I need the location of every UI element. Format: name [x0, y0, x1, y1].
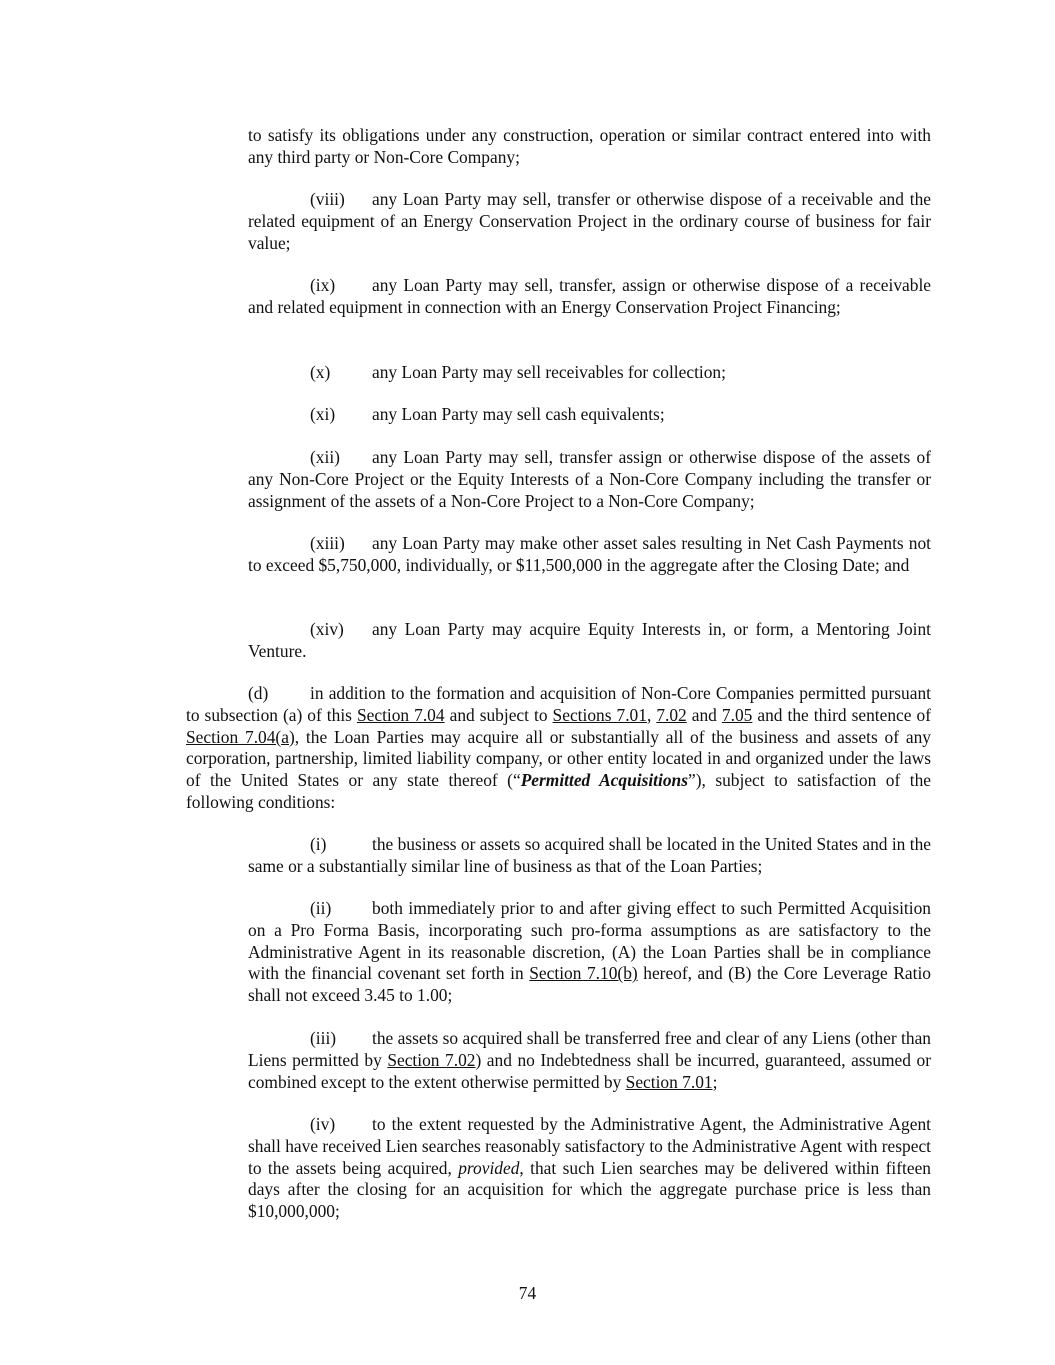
condition-text: both immediately prior to and after giving effect to such Permitted Acquisition on a Pro Forma Basis, incorporating such pro-forma assumptions as are satisfactory to the Administrative Agent in its reasonable discretion, (A) the Loan Parties shall be in compliance with the financial covenant set forth in — [248, 898, 931, 984]
clause-text: any Loan Party may sell, transfer assign or otherwise dispose of the assets of any Non-Core Project or the Equity Interests of a Non-Core Company including the transfer or assignment of the assets of a Non-Core Project to a Non-Core Company; — [248, 447, 931, 511]
condition-text: to the extent requested by the Administrative Agent, the Administrative Agent shall have received Lien searches reasonably satisfactory to the Administrative Agent with respect to the assets being acquired, — [248, 1114, 931, 1178]
clause-label: (xiv) — [310, 619, 344, 639]
clause-text: any Loan Party may sell, transfer or otherwise dispose of a receivable and the related equipment of an Energy Conservation Project in the ordinary course of business for fair value; — [248, 189, 931, 253]
section-d-text: ”), subject to satisfaction of the following conditions: — [186, 770, 931, 812]
clause-text: any Loan Party may acquire Equity Interests in, or form, a Mentoring Joint Venture. — [248, 619, 931, 661]
section-d-text: , the Loan Parties may acquire all or substantially all of the business and assets of any corporation, partnership, limited liability company, or other entity located in and organized under the laws of the United States or any state thereof (“ — [186, 726, 931, 791]
section-d-text: in addition to the formation and acquisition of Non-Core Companies permitted pursuant to subsection (a) of this — [186, 683, 931, 725]
clause-viii — [248, 189, 931, 254]
clause-label: (ix) — [310, 275, 336, 295]
continuation-text: to satisfy its obligations under any construction, operation or similar contract entered into with any third party or Non-Core Company; — [248, 125, 931, 167]
section-ref-7-10-b[interactable]: Section 7.10(b) — [529, 963, 638, 984]
clause-xiii — [248, 533, 931, 577]
section-d-text: and the third sentence of — [752, 704, 931, 725]
clause-xii — [248, 447, 931, 512]
condition-label: (i) — [310, 834, 327, 854]
page-number: 74 — [518, 1283, 537, 1303]
emphasis-provided: provided — [458, 1157, 520, 1178]
clause-label: (xiii) — [310, 533, 345, 553]
condition-label: (iii) — [310, 1028, 337, 1048]
clause-xi — [248, 404, 931, 426]
clause-ix — [248, 275, 931, 319]
continuation-paragraph — [248, 125, 931, 169]
clause-x — [248, 362, 931, 384]
section-ref-7-04-a[interactable]: Section 7.04(a) — [186, 726, 295, 747]
condition-i — [248, 834, 931, 878]
clause-label: (xii) — [310, 447, 340, 467]
condition-text: the business or assets so acquired shall be located in the United States and in the same or a substantially similar line of business as that of the Loan Parties; — [248, 834, 931, 876]
section-ref-7-02[interactable]: 7.02 — [656, 704, 687, 725]
clause-label: (x) — [310, 362, 331, 382]
section-d-text: , — [646, 704, 657, 725]
clause-text: any Loan Party may sell, transfer, assign or otherwise dispose of a receivable and related equipment in connection with an Energy Conservation Project Financing; — [248, 275, 931, 317]
clause-label: (viii) — [310, 189, 345, 209]
condition-text: ) and no Indebtedness shall be incurred, guaranteed, assumed or combined except to the extent otherwise permitted by — [248, 1049, 932, 1092]
condition-text: hereof, and (B) the Core Leverage Ratio shall not exceed 3.45 to 1.00; — [248, 963, 932, 1006]
condition-label: (ii) — [310, 898, 332, 918]
clause-text: any Loan Party may make other asset sales resulting in Net Cash Payments not to exceed $5,750,000, individually, or $11,500,000 in the aggregate after the Closing Date; and — [248, 533, 931, 575]
section-d-label: (d) — [248, 683, 269, 703]
condition-iv — [248, 1114, 931, 1223]
section-ref-7-02-b[interactable]: Section 7.02 — [387, 1049, 476, 1070]
section-d-paragraph — [186, 683, 931, 814]
clause-label: (xi) — [310, 404, 336, 424]
condition-iii — [248, 1028, 931, 1093]
section-d-text: and subject to — [444, 704, 553, 725]
section-ref-7-01-b[interactable]: Section 7.01; — [625, 1071, 718, 1092]
clause-xiv — [248, 619, 931, 663]
clause-text: any Loan Party may sell receivables for collection; — [372, 362, 726, 382]
section-ref-7-05[interactable]: 7.05 — [721, 704, 753, 725]
section-ref-7-01[interactable]: Sections 7.01 — [552, 704, 647, 725]
defined-term-permitted-acquisitions: Permitted Acquisitions — [520, 770, 688, 791]
condition-text: the assets so acquired shall be transferred free and clear of any Liens (other than Liens permitted by — [248, 1028, 931, 1070]
condition-text: , that such Lien searches may be delivered within fifteen days after the closing for an acquisition for which the aggregate purchase price is less than $10,000,000; — [248, 1157, 931, 1222]
section-ref-7-04[interactable]: Section 7.04 — [356, 704, 445, 725]
clause-text: any Loan Party may sell cash equivalents; — [372, 404, 665, 424]
condition-ii — [248, 898, 931, 1007]
section-d-text: and — [686, 704, 722, 725]
condition-label: (iv) — [310, 1114, 336, 1134]
